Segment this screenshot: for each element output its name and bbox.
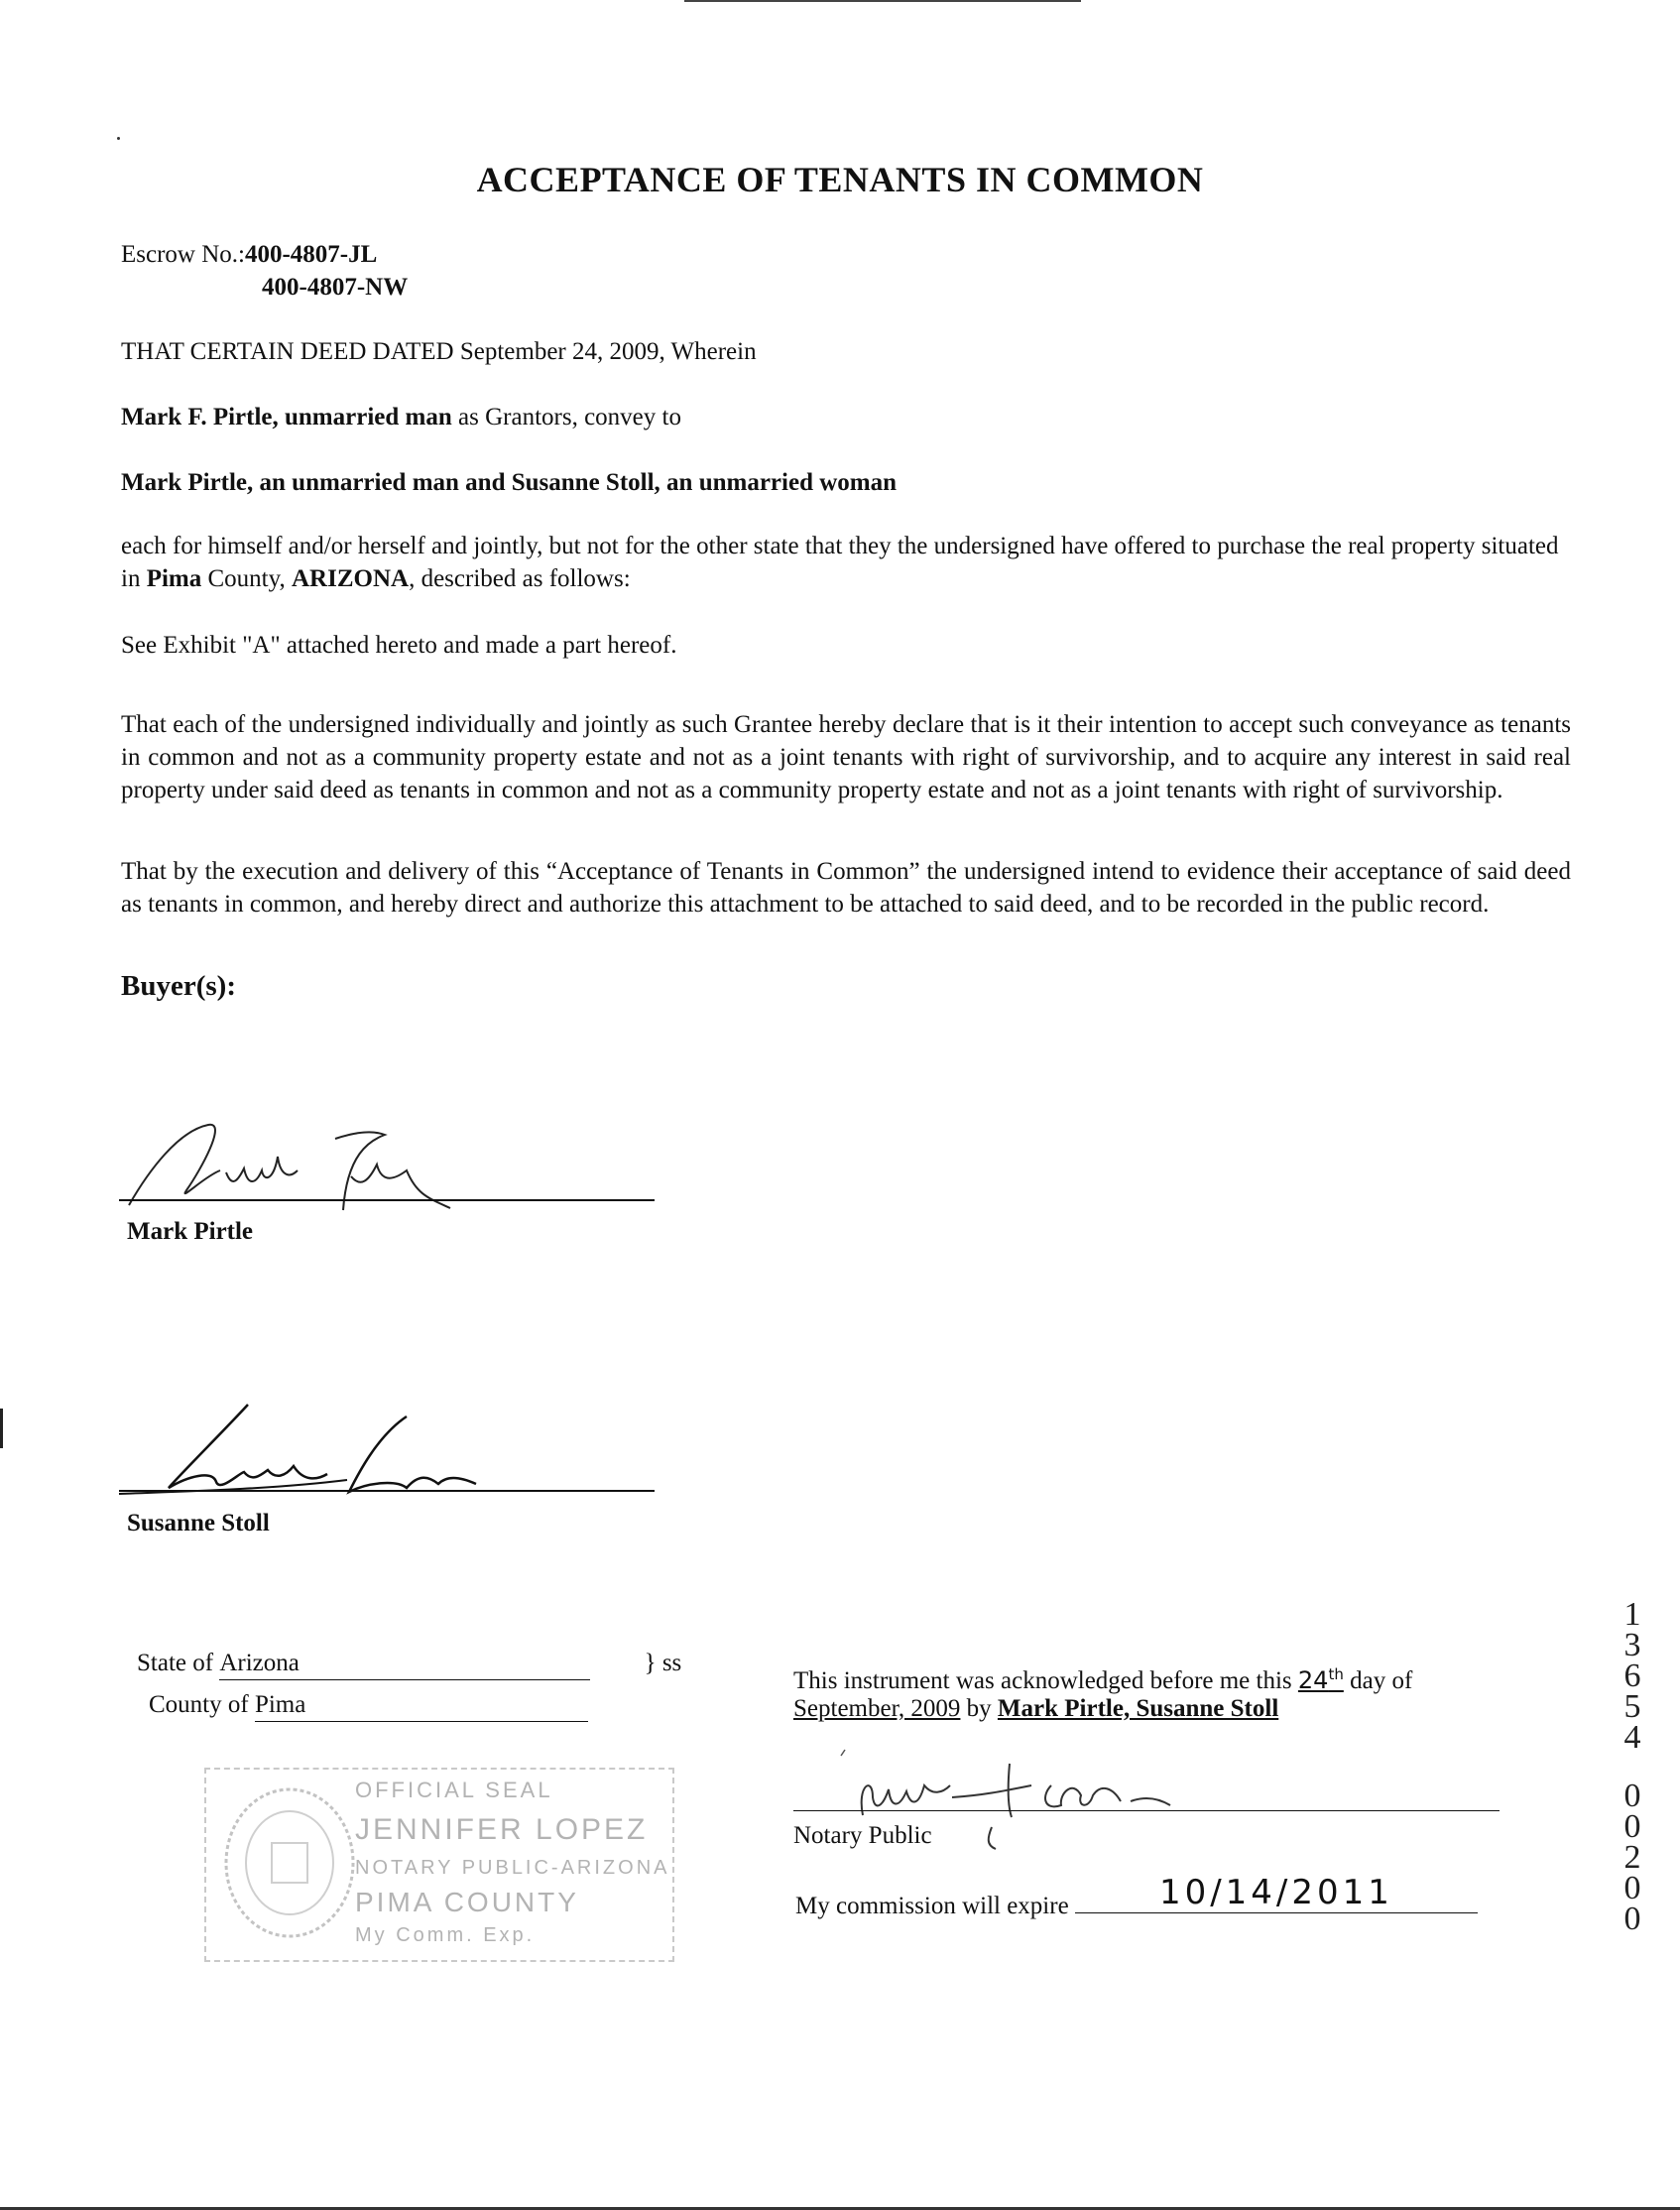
commission-label: My commission will expire: [795, 1893, 1069, 1919]
margin-digit: 0: [1623, 1778, 1641, 1814]
margin-digit: 6: [1623, 1658, 1641, 1694]
grantors-line: [121, 401, 681, 433]
notary-seal-stamp: [204, 1768, 674, 1962]
signature-susanne-stoll-image: [109, 1397, 506, 1504]
commission-date-field: [1075, 1873, 1478, 1913]
signer-name-2: Susanne Stoll: [127, 1510, 270, 1536]
property-paragraph: [121, 530, 1569, 595]
venue-state-label: State of: [137, 1650, 214, 1676]
margin-digit: 4: [1623, 1719, 1641, 1756]
stamp-line-2: JENNIFER LOPEZ: [355, 1813, 649, 1846]
intent-paragraph: That each of the undersigned individually and jointly as such Grantee hereby declare that is it their intention to accept such conveyance as tenants in common and not as a community property estate and not as a joint tenants with right of survivorship, and to acquire any interest in said real property under said deed as tenants in common and not as a community property estate and not as a joint tenants with right of survivorship.: [121, 711, 1571, 803]
margin-digit: 5: [1623, 1688, 1641, 1725]
stamp-line-5: My Comm. Exp.: [355, 1924, 536, 1946]
stamp-line-3: NOTARY PUBLIC-ARIZONA: [355, 1857, 670, 1879]
ack-by: by: [966, 1695, 992, 1722]
acknowledgment-line-2: [793, 1692, 1278, 1725]
grantor-name: Mark F. Pirtle, unmarried man: [121, 404, 452, 430]
deed-line: THAT CERTAIN DEED DATED September 24, 2009, Wherein: [121, 338, 757, 365]
margin-digit: 0: [1623, 1870, 1641, 1906]
escrow-number-1: 400-4807-JL: [244, 241, 378, 268]
signature-mark-pirtle-image: [109, 1111, 466, 1220]
commission-date-value: 10/14/2011: [1158, 1873, 1393, 1912]
scan-speck: [117, 137, 120, 140]
venue-state-value: Arizona: [219, 1650, 300, 1676]
margin-digit: 2: [1623, 1839, 1641, 1876]
venue-state-field: [219, 1647, 590, 1680]
margin-gap: [1615, 1753, 1650, 1780]
venue-county-field: [255, 1688, 588, 1722]
venue-county-label: County of: [149, 1691, 249, 1718]
scan-artifact-left: [0, 1409, 3, 1448]
escrow-block: [121, 238, 408, 304]
seal-emblem-icon: [220, 1783, 359, 1942]
notary-label: Notary Public: [793, 1822, 932, 1849]
ack-text-1: This instrument was acknowledged before me this: [793, 1667, 1292, 1694]
signature-line-1: [119, 1199, 655, 1201]
escrow-number-2: 400-4807-NW: [262, 274, 409, 301]
scan-artifact-top: [684, 0, 1081, 2]
document-title: ACCEPTANCE OF TENANTS IN COMMON: [476, 160, 1204, 199]
venue-county-value: Pima: [254, 1691, 306, 1718]
signer-name-1: Mark Pirtle: [127, 1218, 254, 1245]
ack-names: Mark Pirtle, Susanne Stoll: [997, 1695, 1279, 1722]
margin-digit: 1: [1623, 1596, 1641, 1633]
buyers-label: Buyer(s):: [121, 970, 236, 1002]
execution-paragraph: That by the execution and delivery of this “Acceptance of Tenants in Common” the undersigned intend to evidence their acceptance of said deed as tenants in common, and hereby direct and authorize this attachment to be attached to said deed, and to be recorded in the public record.: [121, 858, 1571, 918]
exhibit-line: See Exhibit "A" attached hereto and made a part hereof.: [121, 632, 677, 659]
grantor-suffix: as Grantors, convey to: [451, 404, 681, 430]
ack-day-value: 24: [1297, 1666, 1329, 1694]
ack-day: [1298, 1666, 1344, 1694]
signature-line-2: [119, 1490, 655, 1492]
venue-state-row: [137, 1647, 681, 1680]
stamp-line-4: PIMA COUNTY: [355, 1887, 579, 1917]
property-text-3: , described as follows:: [409, 565, 631, 592]
ack-text-2: day of: [1350, 1667, 1413, 1694]
notary-signature-line: [793, 1810, 1500, 1811]
venue-county-row: [149, 1688, 588, 1722]
margin-digit: 3: [1623, 1627, 1641, 1663]
property-county: Pima: [146, 565, 202, 592]
commission-row: [795, 1873, 1478, 1923]
property-text-2: County,: [201, 565, 292, 592]
venue-ss: } ss: [644, 1650, 682, 1676]
margin-digit: 0: [1623, 1901, 1641, 1937]
property-state: ARIZONA: [292, 565, 410, 592]
ack-month-year: September, 2009: [793, 1695, 961, 1722]
grantees-line: Mark Pirtle, an unmarried man and Susanne Stoll, an unmarried woman: [121, 469, 898, 496]
ack-day-suffix: th: [1328, 1665, 1344, 1683]
property-text-1: each for himself and/or herself and jointly, but not for the other state that they the undersigned have offered to purchase the real property situated in: [121, 533, 1559, 592]
margin-recording-number: [1615, 1596, 1650, 1937]
stamp-line-1: OFFICIAL SEAL: [355, 1778, 553, 1802]
margin-digit: 0: [1623, 1808, 1641, 1845]
escrow-label: Escrow No.:: [121, 241, 245, 268]
